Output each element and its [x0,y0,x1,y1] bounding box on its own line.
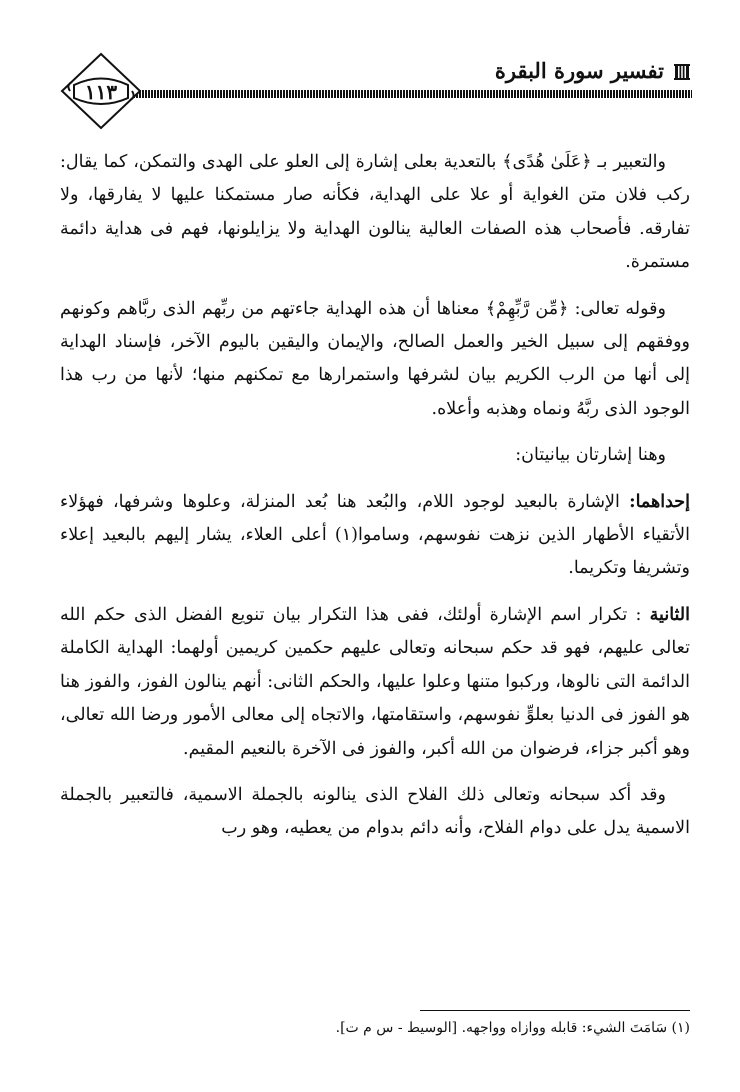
paragraph-6 [60,779,690,846]
footnote: (١) سَامَتَ الشيء: قابله ووازاه وواجهه. [الوسيط - س م ت]. [335,1020,690,1036]
paragraph-lead: الثانية [649,604,690,625]
paragraph-text: وقد أكد سبحانه وتعالى ذلك الفلاح الذى ينالونه بالجملة الاسمية، فالتعبير بالجملة الاسمية يدل على دوام الفلاح، وأنه دائم بدوام من يعطيه، وهو رب [60,784,690,839]
paragraph-text: : تكرار اسم الإشارة أولئك، ففى هذا التكرار بيان تنويع الفضل الذى حكم الله تعالى عليهم، فهو قد حكم سبحانه وتعالى عليهم حكمين كريمين أولهما: الهداية الكاملة الدائمة التى نالوها، وركبوا متنها وعلوا عليها، والحكم الثانى: أنهم ينالون الفوز، والفوز هنا هو الفوز فى الدنيا بعلوٍّ نفوسهم، واستقامتها، والاتجاه إلى معالى الأمور ورضا الله تعالى، وهو أكبر جزاء، فرضوان من الله أكبر، والفوز فى الآخرة بالنعيم المقيم. [60,604,690,759]
paragraph-2 [60,293,690,427]
page-header [52,52,692,130]
paragraph-5 [60,599,690,766]
paragraph-text: وهنا إشارتان بيانيتان: [515,445,666,466]
body-text [60,146,690,859]
paragraph-1 [60,146,690,280]
paragraph-text: والتعبير بـ ﴿عَلَىٰ هُدًى﴾ بالتعدية بعلى إشارة إلى العلو على الهدى والتمكن، كما يقال: ركب فلان متن الغواية أو علا على الهداية، فكأنه صار مستمكنا عليها لا يفارقها، ولا تفارقه. فأصحاب هذه الصفات العالية ينالون الهداية ولا يزايلونها، فهم فى هداية دائمة مستمرة. [60,152,690,273]
paragraph-4 [60,486,690,586]
header-rule [130,90,692,98]
running-header-title: تفسير سورة البقرة [494,58,664,83]
paragraph-text: الإشارة بالبعيد لوجود اللام، والبُعد هنا بُعد المنزلة، وعلوها وشرفها، فهؤلاء الأتقياء الأطهار الذين نزهت نفوسهم، وساموا(١) أعلى العلاء، يشار إليهم بالبعيد إعلاء وتشريفا وتكريما. [60,491,690,579]
header-ornament-icon [672,62,692,82]
paragraph-lead: إحداهما: [629,491,690,512]
paragraph-3 [60,439,690,472]
footnote-divider [420,1010,690,1011]
page-number: ١١٣ [84,80,118,104]
paragraph-text: وقوله تعالى: ﴿مِّن رَّبِّهِمْ﴾ معناها أن هذه الهداية جاءتهم من ربِّهم الذى ربَّاهم وكونهم ووفقهم إلى سبيل الخير والعمل الصالح، والإيمان واليقين باليوم الآخر، فإسناد الهداية إلى أنها من الرب الكريم بيان لشرفها واستمرارها مع تمكنهم منها؛ لأنها من رب هذا الوجود الذى ربَّهُ ونماه وهذبه وأعلاه. [60,298,690,419]
